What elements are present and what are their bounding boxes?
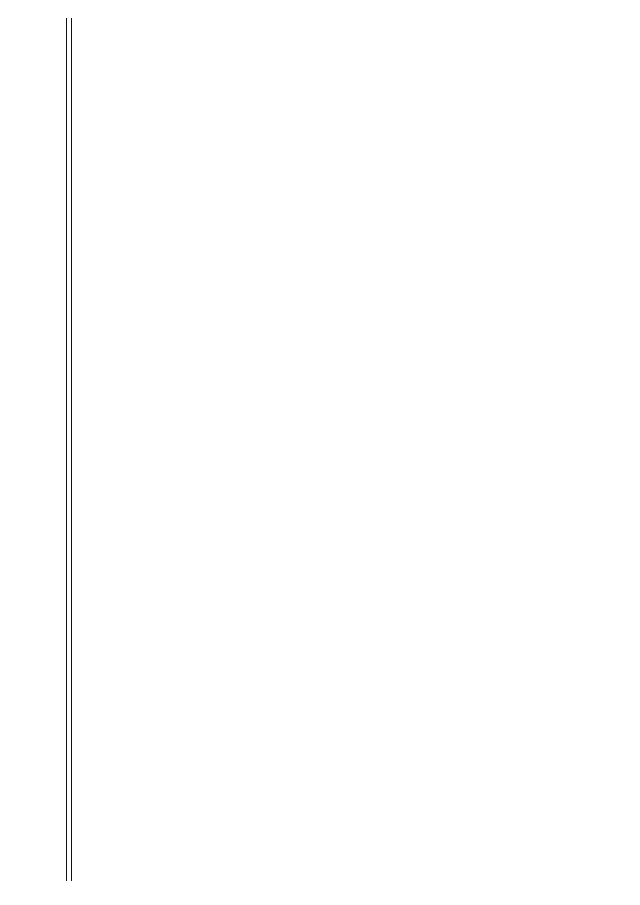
indicator-table-sheet	[58, 18, 586, 881]
section-title	[67, 18, 72, 881]
indicator-table	[58, 18, 72, 881]
page-number	[5, 448, 25, 462]
